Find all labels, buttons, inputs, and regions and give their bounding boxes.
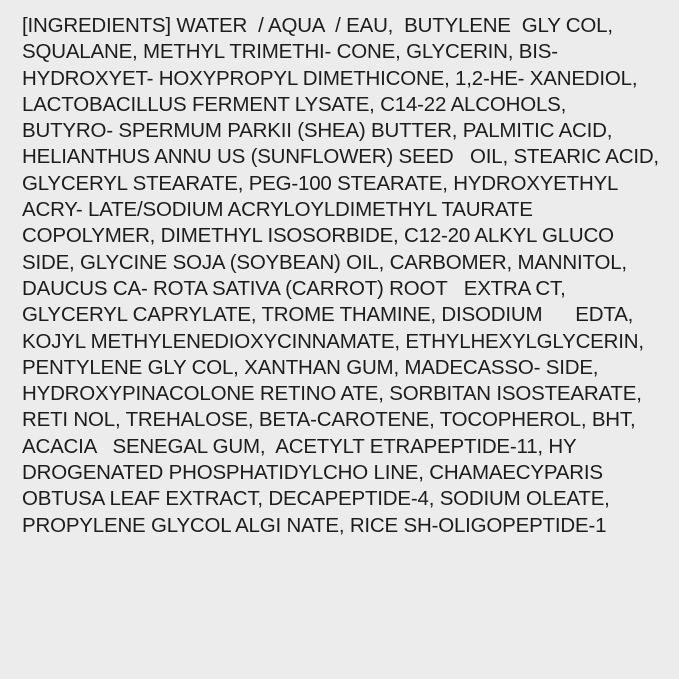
ingredients-line: OBTUSA LEAF EXTRACT, DECAPEPTIDE-4, SODIUM OLEATE, [22, 487, 610, 511]
ingredients-line: DAUCUS CA- ROTA SATIVA (CARROT) ROOT EXTRA CT, [22, 276, 566, 300]
ingredients-line: LACTOBACILLUS FERMENT LYSATE, C14-22 ALCOHOLS, [22, 92, 567, 116]
ingredients-line: HELIANTHUS ANNU US (SUNFLOWER) SEED OIL, STEARIC ACID, [22, 145, 659, 169]
ingredients-line: GLYCERYL STEARATE, PEG-100 STEARATE, HYDROXYETHYL [22, 171, 619, 195]
ingredients-line: BUTYRO- SPERMUM PARKII (SHEA) BUTTER, PALMITIC ACID, [22, 119, 613, 143]
ingredients-line: ACACIA SENEGAL GUM, ACETYLT ETRAPEPTIDE-11, HY [22, 434, 577, 458]
ingredients-line: PENTYLENE GLY COL, XANTHAN GUM, MADECASSO- SIDE, [22, 355, 599, 379]
ingredients-text [22, 13, 667, 539]
ingredients-line: HYDROXYPINACOLONE RETINO ATE, SORBITAN ISOSTEARATE, [22, 382, 642, 406]
ingredients-line: GLYCERYL CAPRYLATE, TROME THAMINE, DISODIUM EDTA, [22, 303, 634, 327]
ingredients-line: HYDROXYET- HOXYPROPYL DIMETHICONE, 1,2-HE- XANEDIOL, [22, 66, 638, 90]
ingredients-line: PROPYLENE GLYCOL ALGI NATE, RICE SH-OLIGOPEPTIDE-1 [22, 513, 607, 537]
ingredients-line: KOJYL METHYLENEDIOXYCINNAMATE, ETHYLHEXYLGLYCERIN, [22, 329, 644, 353]
ingredients-line: COPOLYMER, DIMETHYL ISOSORBIDE, C12-20 ALKYL GLUCO [22, 224, 614, 248]
ingredients-line: RETI NOL, TREHALOSE, BETA-CAROTENE, TOCOPHEROL, BHT, [22, 408, 636, 432]
ingredients-line: SIDE, GLYCINE SOJA (SOYBEAN) OIL, CARBOMER, MANNITOL, [22, 250, 627, 274]
ingredients-line: SQUALANE, METHYL TRIMETHI- CONE, GLYCERIN, BIS- [22, 40, 558, 64]
ingredients-line: DROGENATED PHOSPHATIDYLCHO LINE, CHAMAECYPARIS [22, 461, 603, 485]
ingredients-line: [INGREDIENTS] WATER / AQUA / EAU, BUTYLENE GLY COL, [22, 14, 613, 37]
ingredients-line: ACRY- LATE/SODIUM ACRYLOYLDIMETHYL TAURATE [22, 198, 533, 222]
